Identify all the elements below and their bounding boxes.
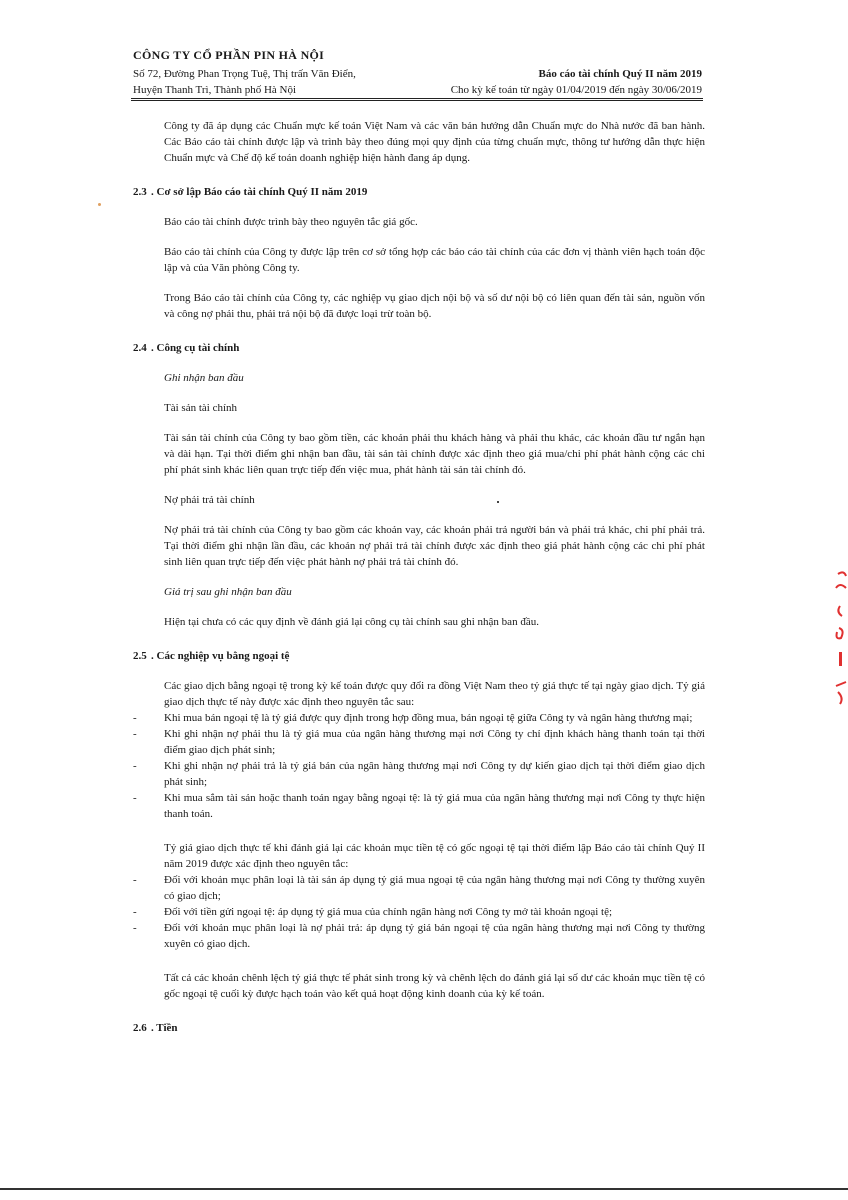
s25-paragraph-3: Tất cả các khoản chênh lệch tỷ giá thực tế phát sinh trong kỳ và chênh lệch do đánh giá lại số dư các khoản mục tiền tệ có gốc ngoại tệ cuối kỳ được hạch toán vào kết quả hoạt động kinh doanh của kỳ kế toán. bbox=[164, 972, 705, 1000]
scan-speck bbox=[497, 501, 499, 503]
red-stamp-edge bbox=[830, 560, 848, 720]
company-address-line2: Huyện Thanh Trì, Thành phố Hà Nội bbox=[133, 84, 297, 96]
section-number: 2.3 bbox=[133, 186, 147, 198]
page-bottom-edge bbox=[0, 1188, 848, 1190]
s24-subheading-assets: Tài sản tài chính bbox=[164, 402, 238, 414]
bullet-dash: - bbox=[133, 906, 137, 918]
s24-paragraph-after: Hiện tại chưa có các quy định về đánh giá lại công cụ tài chính sau ghi nhận ban đầu. bbox=[164, 616, 539, 628]
list-item: - Đối với tiền gửi ngoại tệ: áp dụng tỷ giá mua của chính ngân hàng nơi Công ty mở tài khoản ngoại tệ; bbox=[133, 906, 613, 918]
bullet-dash: - bbox=[133, 728, 137, 740]
intro-paragraph: Công ty đã áp dụng các Chuẩn mực kế toán Việt Nam và các văn bản hướng dẫn Chuẩn mực do Nhà nước đã ban hành. Các Báo cáo tài chính được lập và trình bày theo đúng mọi quy định của từng chuẩn mực, thông tư hướng dẫn thực hiện Chuẩn mực và Chế độ kế toán doanh nghiệp hiện hành đang áp dụng. bbox=[164, 120, 705, 164]
header-rule-double bbox=[131, 100, 703, 101]
section-number: 2.4 bbox=[133, 342, 147, 354]
list-item: - Khi mua sắm tài sản hoặc thanh toán ngay bằng ngoại tệ: là tỷ giá mua của ngân hàng thương mại nơi Công ty thực hiện thanh toán. bbox=[133, 792, 705, 820]
bullet-dash: - bbox=[133, 792, 137, 804]
s23-paragraph-1: Báo cáo tài chính được trình bày theo nguyên tắc giá gốc. bbox=[164, 216, 418, 228]
s25-paragraph-2: Tỷ giá giao dịch thực tế khi đánh giá lại các khoản mục tiền tệ có gốc ngoại tệ tại thời điểm lập Báo cáo tài chính Quý II năm 2019 được xác định theo nguyên tắc: bbox=[164, 842, 705, 870]
bullet-dash: - bbox=[133, 712, 137, 724]
bullet-dash: - bbox=[133, 874, 137, 886]
section-title: . Tiền bbox=[151, 1022, 178, 1034]
section-number: 2.6 bbox=[133, 1022, 147, 1034]
s24-subheading-liabilities: Nợ phải trả tài chính bbox=[164, 494, 255, 506]
section-number: 2.5 bbox=[133, 650, 147, 662]
company-name: CÔNG TY CỔ PHẦN PIN HÀ NỘI bbox=[133, 48, 325, 62]
list-item: - Khi ghi nhận nợ phải thu là tỷ giá mua của ngân hàng thương mại nơi Công ty chỉ định khách hàng thanh toán tại thời điểm giao dịch phát sinh; bbox=[133, 728, 705, 756]
list-item: - Khi mua bán ngoại tệ là tỷ giá được quy định trong hợp đồng mua, bán ngoại tệ giữa Công ty và ngân hàng thương mại; bbox=[133, 712, 693, 724]
section-title: . Cơ sở lập Báo cáo tài chính Quý II năm 2019 bbox=[151, 186, 368, 198]
s24-paragraph-assets: Tài sản tài chính của Công ty bao gồm tiền, các khoản phải thu khách hàng và phải thu khác, các khoản đầu tư ngắn hạn và dài hạn. Tại thời điểm ghi nhận ban đầu, tài sản tài chính được xác định theo giá mua/chi phí phát hành cộng các chi phí phát sinh khác liên quan trực tiếp đến việc mua, phát hành tài sản tài chính đó. bbox=[164, 432, 705, 476]
s25-list-2 bbox=[133, 872, 705, 952]
document-body bbox=[133, 118, 705, 1036]
s25-list-1 bbox=[133, 710, 705, 822]
section-2-3-heading bbox=[133, 184, 705, 200]
scan-speck bbox=[98, 203, 101, 206]
list-item: - Đối với khoản mục phân loại là nợ phải trả: áp dụng tỷ giá bán ngoại tệ của ngân hàng thương mại nơi Công ty thường xuyên có giao dịch. bbox=[133, 922, 705, 950]
section-title: . Các nghiệp vụ bằng ngoại tệ bbox=[151, 650, 290, 662]
list-item: - Đối với khoản mục phân loại là tài sản áp dụng tỷ giá mua ngoại tệ của ngân hàng thương mại nơi Công ty thường xuyên có giao dịch; bbox=[133, 874, 705, 902]
s23-paragraph-3: Trong Báo cáo tài chính của Công ty, các nghiệp vụ giao dịch nội bộ và số dư nội bộ có liên quan đến tài sản, nguồn vốn và công nợ phải thu, phải trả nội bộ đã được loại trừ toàn bộ. bbox=[164, 292, 705, 320]
report-period: Cho kỳ kế toán từ ngày 01/04/2019 đến ngày 30/06/2019 bbox=[450, 84, 702, 96]
section-2-5-heading bbox=[133, 648, 705, 664]
section-title: . Công cụ tài chính bbox=[151, 342, 240, 354]
section-2-4-heading bbox=[133, 340, 705, 356]
s24-subheading-initial: Ghi nhận ban đầu bbox=[164, 372, 244, 384]
s25-paragraph-1: Các giao dịch bằng ngoại tệ trong kỳ kế toán được quy đổi ra đồng Việt Nam theo tỷ giá thực tế tại ngày giao dịch. Tỷ giá giao dịch thực tế này được xác định theo nguyên tắc sau: bbox=[164, 680, 705, 708]
list-item: - Khi ghi nhận nợ phải trả là tỷ giá bán của ngân hàng thương mại nơi Công ty dự kiến giao dịch tại thời điểm giao dịch phát sinh; bbox=[133, 760, 705, 788]
s24-paragraph-liabilities: Nợ phải trả tài chính của Công ty bao gồm các khoản vay, các khoản phải trả người bán và phải trả khác, chi phí phải trả. Tại thời điểm ghi nhận lần đầu, các khoản nợ phải trả tài chính được xác định theo giá phát hành cộng các chi phí phát sinh liên quan trực tiếp đến việc phát hành nợ phải trả tài chính đó. bbox=[164, 524, 705, 568]
section-2-6-heading bbox=[133, 1020, 705, 1036]
company-address-line1: Số 72, Đường Phan Trọng Tuệ, Thị trấn Văn Điển, bbox=[133, 68, 356, 80]
s24-subheading-after: Giá trị sau ghi nhận ban đầu bbox=[164, 586, 292, 598]
s23-paragraph-2: Báo cáo tài chính của Công ty được lập trên cơ sở tổng hợp các báo cáo tài chính của các đơn vị thành viên hạch toán độc lập và của Văn phòng Công ty. bbox=[164, 246, 705, 274]
report-title: Báo cáo tài chính Quý II năm 2019 bbox=[538, 68, 702, 80]
bullet-dash: - bbox=[133, 760, 137, 772]
header-rule bbox=[131, 98, 703, 99]
bullet-dash: - bbox=[133, 922, 137, 934]
